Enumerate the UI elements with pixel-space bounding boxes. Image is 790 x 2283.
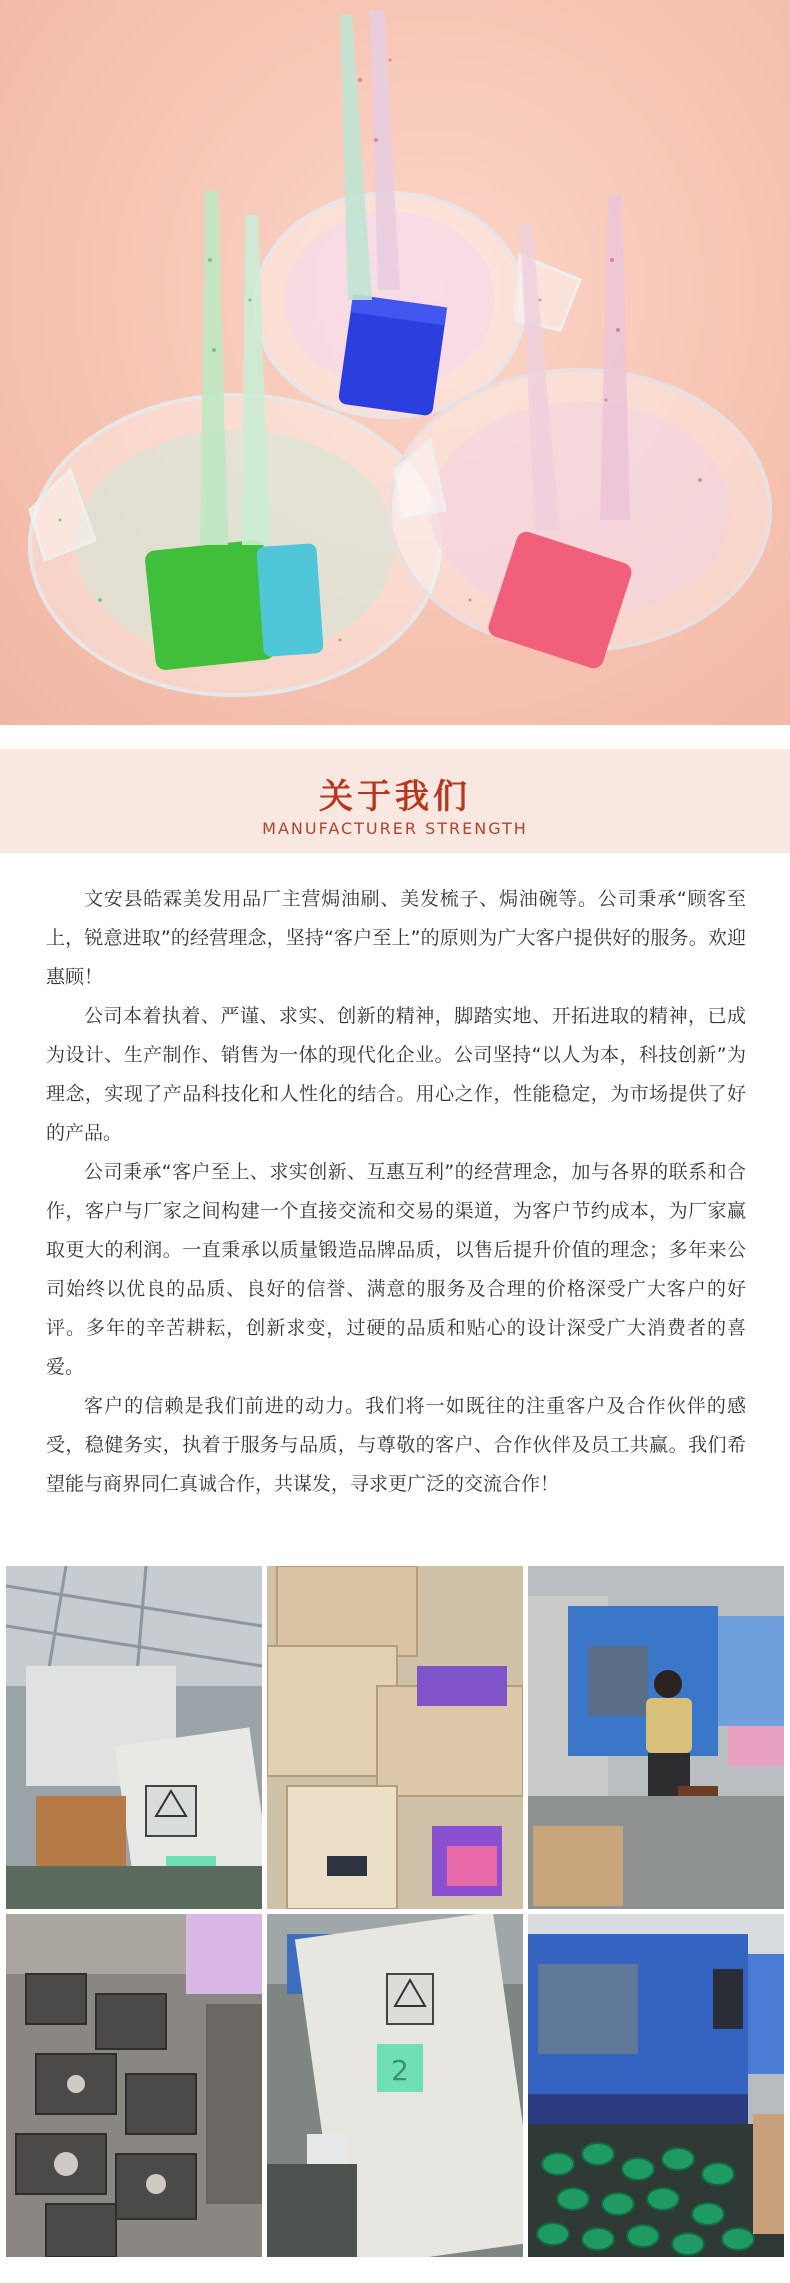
about-paragraph: 文安县皓霖美发用品厂主营焗油刷、美发梳子、焗油碗等。公司秉承“顾客至上，锐意进取”的经营理念，坚持“客户至上”的原则为广大客户提供好的服务。欢迎惠顾！ bbox=[46, 888, 746, 988]
product-illustration bbox=[0, 0, 790, 725]
section-divider bbox=[0, 725, 790, 749]
photo-injection-machine-green-parts bbox=[528, 1914, 784, 2257]
about-paragraph: 公司秉承“客户至上、求实创新、互惠互利”的经营理念，加与各界的联系和合作，客户与厂家之间构建一个直接交流和交易的渠道，为客户节约成本，为厂家赢取更大的利润。一直秉承以质量锻造品牌品质，以售后提升价值的理念；多年来公司始终以优良的品质、良好的信誉、满意的服务及合理的价格深受广大客户的好评。多年的辛苦耕耘，创新求变，过硬的品质和贴心的设计深受广大消费者的喜爱。 bbox=[46, 1161, 746, 1378]
photo-worker-at-machine bbox=[528, 1566, 784, 1909]
section-title: 关于我们 bbox=[319, 777, 471, 817]
about-text bbox=[46, 880, 746, 1504]
machine-number-label: 2 bbox=[391, 2054, 409, 2087]
factory-photo-grid bbox=[6, 1566, 784, 2277]
about-paragraph: 客户的信赖是我们前进的动力。我们将一如既往的注重客户及合作伙伴的感受，稳健务实，执着于服务与品质，与尊敬的客户、合作伙伴及员工共赢。我们希望能与商界同仁真诚合作，共谋发，寻求更广泛的交流合作！ bbox=[46, 1395, 746, 1495]
about-paragraph: 公司本着执着、严谨、求实、创新的精神，脚踏实地、开拓进取的精神，已成为设计、生产制作、销售为一体的现代化企业。公司坚持“以人为本，科技创新”为理念，实现了产品科技化和人性化的结合。用心之作，性能稳定，为市场提供了好的产品。 bbox=[46, 1005, 746, 1144]
hero-product-photo bbox=[0, 0, 790, 725]
about-us-heading bbox=[0, 749, 790, 853]
photo-workshop-machine-1 bbox=[6, 1566, 262, 1909]
section-subtitle: MANUFACTURER STRENGTH bbox=[262, 819, 528, 838]
photo-workshop-machine-2 bbox=[267, 1914, 523, 2257]
photo-mold-storage bbox=[6, 1914, 262, 2257]
photo-packed-cartons bbox=[267, 1566, 523, 1909]
